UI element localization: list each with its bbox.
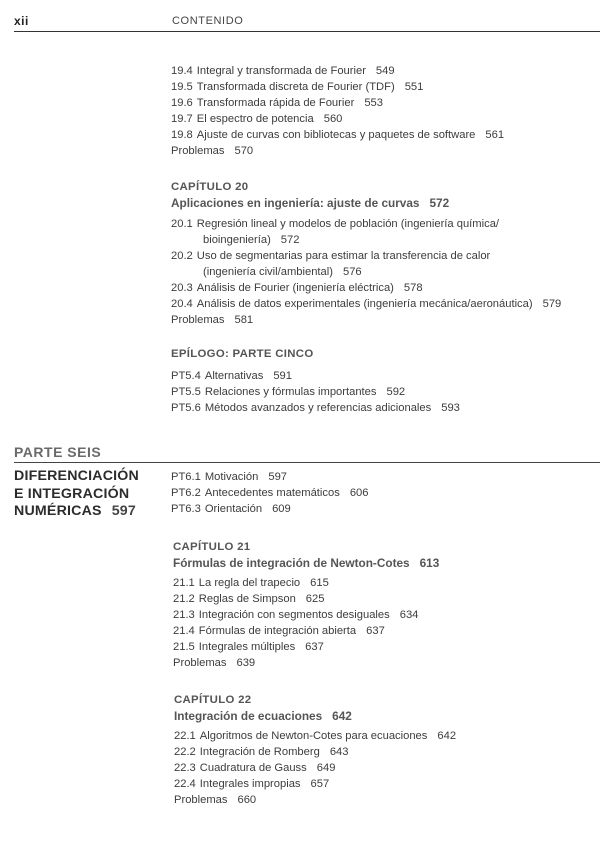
toc-entry: 21.4 Fórmulas de integración abierta 637 (173, 625, 385, 637)
toc-entry-problems: Problemas 581 (171, 314, 254, 326)
toc-entry-problems: Problemas 639 (173, 657, 256, 669)
toc-entry: PT5.5 Relaciones y fórmulas importantes 592 (171, 386, 406, 398)
toc-entry: PT6.2 Antecedentes matemáticos 606 (171, 487, 369, 499)
part-label: PARTE SEIS (14, 444, 102, 460)
toc-entry: 19.5 Transformada discreta de Fourier (TDF) 551 (171, 81, 424, 93)
toc-entry: 22.3 Cuadratura de Gauss 649 (174, 762, 336, 774)
toc-entry: 21.1 La regla del trapecio 615 (173, 577, 329, 589)
toc-entry: 19.7 El espectro de potencia 560 (171, 113, 343, 125)
part-title: DIFERENCIACIÓN E INTEGRACIÓN NUMÉRICAS 597 (14, 468, 139, 519)
toc-entry: 22.4 Integrales impropias 657 (174, 778, 330, 790)
chapter-title: Fórmulas de integración de Newton-Cotes 613 (173, 556, 440, 570)
chapter-title: Aplicaciones en ingeniería: ajuste de curvas 572 (171, 196, 450, 210)
chapter-label: CAPÍTULO 21 (173, 541, 251, 553)
toc-entry: PT5.4 Alternativas 591 (171, 370, 292, 382)
toc-entry-continued: bioingeniería) 572 (203, 234, 300, 246)
toc-entry: 20.3 Análisis de Fourier (ingeniería eléctrica) 578 (171, 282, 423, 294)
toc-entry-continued: (ingeniería civil/ambiental) 576 (203, 266, 362, 278)
toc-entry: 20.1 Regresión lineal y modelos de población (ingeniería química/ (171, 218, 500, 230)
toc-entry: 19.6 Transformada rápida de Fourier 553 (171, 97, 383, 109)
toc-entry-problems: Problemas 660 (174, 794, 257, 806)
toc-entry: 21.2 Reglas de Simpson 625 (173, 593, 325, 605)
toc-entry: 21.3 Integración con segmentos desiguales 634 (173, 609, 419, 621)
toc-entry: PT6.1 Motivación 597 (171, 471, 288, 483)
chapter-label: CAPÍTULO 20 (171, 181, 249, 193)
toc-entry: 19.8 Ajuste de curvas con bibliotecas y paquetes de software 561 (171, 129, 505, 141)
toc-entry: 20.4 Análisis de datos experimentales (ingeniería mecánica/aeronáutica) 579 (171, 298, 562, 310)
chapter-label: CAPÍTULO 22 (174, 694, 252, 706)
toc-entry: PT6.3 Orientación 609 (171, 503, 291, 515)
header-rule (14, 31, 600, 32)
toc-entry: 22.2 Integración de Romberg 643 (174, 746, 349, 758)
toc-entry: 22.1 Algoritmos de Newton-Cotes para ecuaciones 642 (174, 730, 457, 742)
running-title: CONTENIDO (172, 15, 244, 27)
toc-entry: 21.5 Integrales múltiples 637 (173, 641, 324, 653)
toc-entry: 20.2 Uso de segmentarias para estimar la transferencia de calor (171, 250, 491, 262)
page-number: xii (14, 14, 29, 28)
chapter-title: Integración de ecuaciones 642 (174, 709, 352, 723)
toc-entry-problems: Problemas 570 (171, 145, 254, 157)
toc-entry: PT5.6 Métodos avanzados y referencias adicionales 593 (171, 402, 460, 414)
part-rule (14, 462, 600, 463)
toc-entry: 19.4 Integral y transformada de Fourier 549 (171, 65, 395, 77)
epilogue-label: EPÍLOGO: PARTE CINCO (171, 348, 314, 360)
